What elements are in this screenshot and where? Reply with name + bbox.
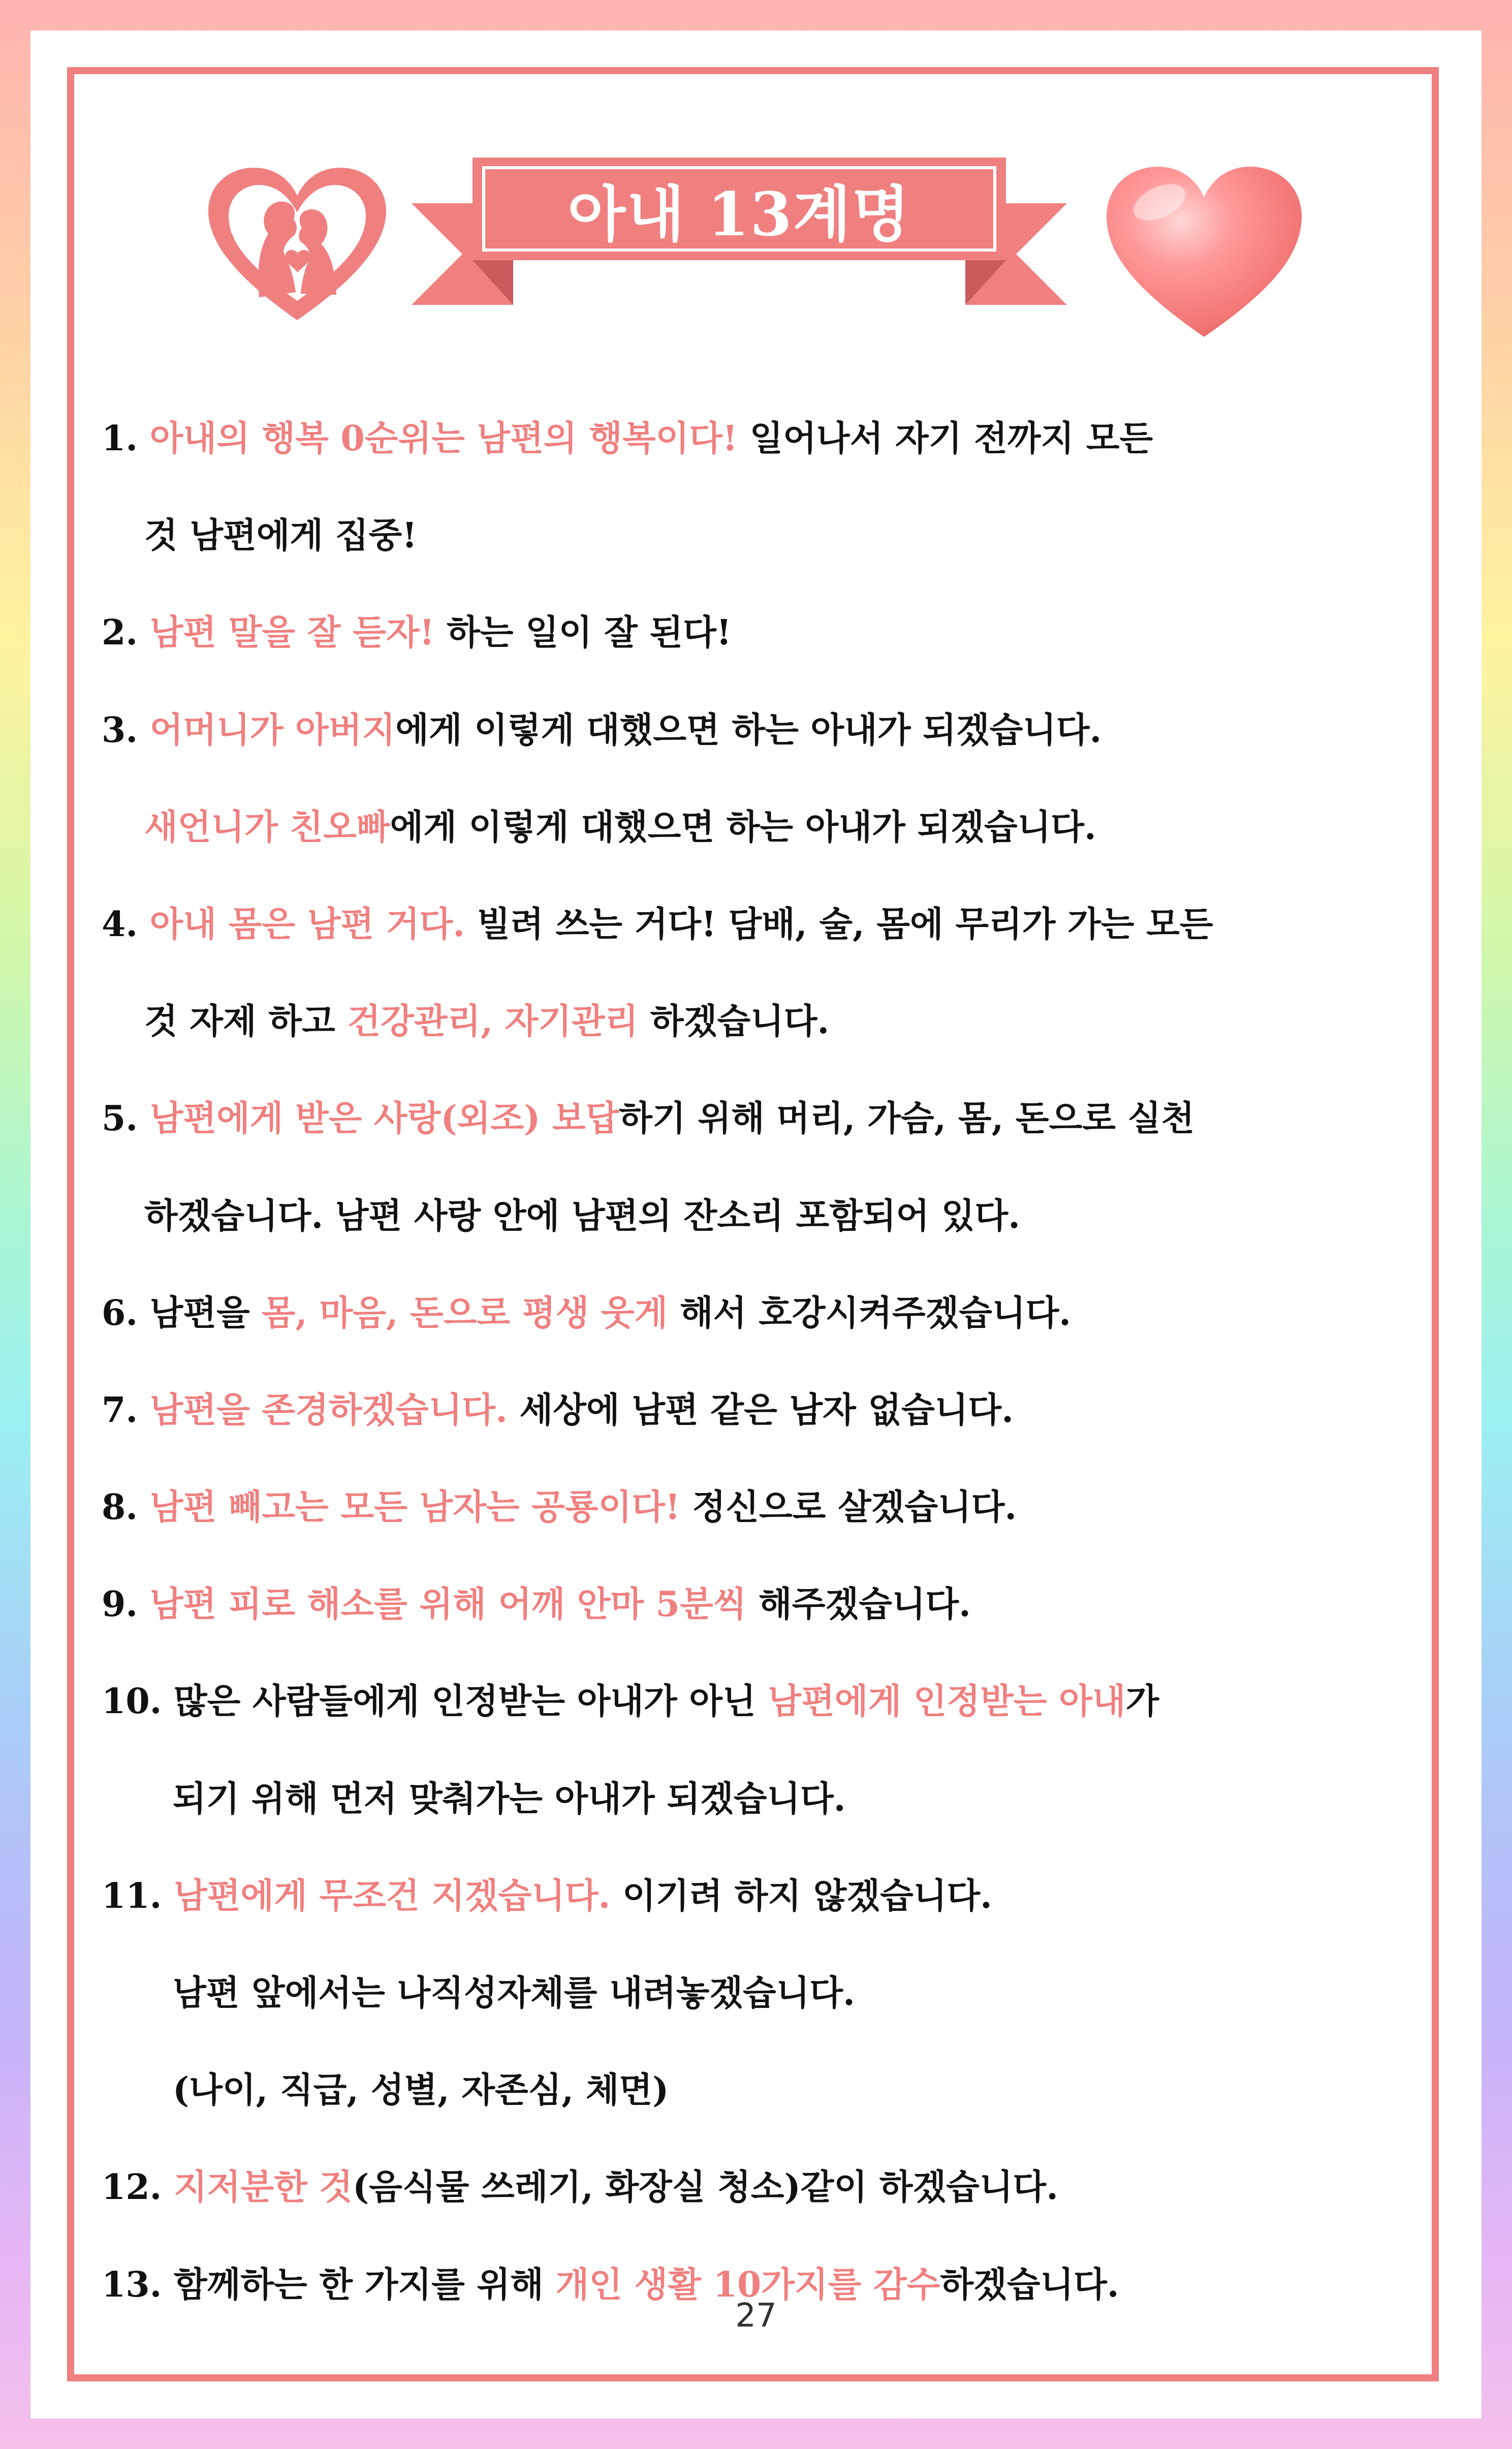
rule-7: 7. 남편을 존경하겠습니다. 세상에 남편 같은 남자 없습니다. bbox=[102, 1389, 1014, 1431]
3d-heart-icon bbox=[1102, 162, 1306, 345]
rule-4: 4. 아내 몸은 남편 거다. 빌려 쓰는 거다! 담배, 술, 몸에 무리가 가는 모든 bbox=[102, 904, 1213, 945]
rule-5-line2: 하겠습니다. 남편 사랑 안에 남편의 잔소리 포함되어 있다. bbox=[144, 1195, 1020, 1236]
rule-11-line2: 남편 앞에서는 나직성자체를 내려놓겠습니다. bbox=[173, 1973, 855, 2013]
rule-10-line2: 되기 위해 먼저 맞춰가는 아내가 되겠습니다. bbox=[173, 1778, 846, 1819]
rule-8-highlight: 남편 빼고는 모든 남자는 공룡이다! bbox=[149, 1487, 680, 1528]
rule-1-line2: 것 남편에게 집중! bbox=[144, 515, 418, 556]
rule-3: 3. 어머니가 아버지에게 이렇게 대했으면 하는 아내가 되겠습니다. bbox=[102, 709, 1102, 751]
rule-9-text: 해주겠습니다. bbox=[746, 1584, 971, 1625]
rule-6: 6. 남편을 몸, 마음, 돈으로 평생 웃게 해서 호강시켜주겠습니다. bbox=[102, 1292, 1071, 1334]
rule-8-text: 정신으로 살겠습니다. bbox=[680, 1487, 1017, 1528]
rule-3-text: 에게 이렇게 대했으면 하는 아내가 되겠습니다. bbox=[395, 709, 1102, 751]
rule-1-highlight: 아내의 행복 0순위는 남편의 행복이다! bbox=[149, 418, 738, 459]
rule-3-highlight: 어머니가 아버지 bbox=[149, 709, 396, 751]
rules-list bbox=[102, 390, 1423, 2334]
page-title: 아내 13계명 bbox=[568, 179, 911, 250]
rule-11-line3: (나이, 직급, 성별, 자존심, 체면) bbox=[173, 2070, 669, 2111]
rule-10-text: 가 bbox=[1125, 1681, 1159, 1722]
rule-6-text: 해서 호강시켜주겠습니다. bbox=[668, 1292, 1071, 1334]
rule-10: 10. 많은 사람들에게 인정받는 아내가 아닌 남편에게 인정받는 아내가 bbox=[102, 1681, 1159, 1722]
rule-2-text: 하는 일이 잘 된다! bbox=[434, 612, 732, 654]
rule-4-highlight: 아내 몸은 남편 거다. bbox=[149, 904, 465, 945]
rule-6-highlight: 몸, 마음, 돈으로 평생 웃게 bbox=[262, 1292, 668, 1334]
rule-4-line2: 것 자제 하고 건강관리, 자기관리 하겠습니다. bbox=[144, 1001, 830, 1042]
rule-7-highlight: 남편을 존경하겠습니다. bbox=[149, 1389, 508, 1431]
rule-9: 9. 남편 피로 해소를 위해 어깨 안마 5분씩 해주겠습니다. bbox=[102, 1584, 971, 1625]
rule-1-text: 일어나서 자기 전까지 모든 bbox=[737, 418, 1153, 459]
rule-3-line2: 새언니가 친오빠에게 이렇게 대했으면 하는 아내가 되겠습니다. bbox=[144, 807, 1096, 848]
rule-1: 1. 아내의 행복 0순위는 남편의 행복이다! 일어나서 자기 전까지 모든 bbox=[102, 418, 1153, 459]
rule-9-highlight: 남편 피로 해소를 위해 어깨 안마 5분씩 bbox=[149, 1584, 747, 1625]
rule-12-highlight: 지저분한 것 bbox=[174, 2167, 353, 2208]
rule-13: 13. 함께하는 한 가지를 위해 개인 생활 10가지를 감수하겠습니다. bbox=[102, 2264, 1119, 2305]
rule-5-highlight: 남편에게 받은 사랑(외조) 보답 bbox=[149, 1098, 619, 1139]
rule-11-highlight: 남편에게 무조건 지겠습니다. bbox=[174, 1875, 611, 1916]
rule-5: 5. 남편에게 받은 사랑(외조) 보답하기 위해 머리, 가슴, 몸, 돈으로 실천 bbox=[102, 1098, 1195, 1139]
page-number: 27 bbox=[735, 2297, 777, 2335]
rule-11: 11. 남편에게 무조건 지겠습니다. 이기려 하지 않겠습니다. bbox=[102, 1875, 992, 1916]
rule-10-highlight: 남편에게 인정받는 아내 bbox=[768, 1681, 1126, 1722]
rule-13-highlight: 개인 생활 10가지를 감수 bbox=[555, 2264, 940, 2305]
rule-2-highlight: 남편 말을 잘 듣자! bbox=[149, 612, 435, 654]
couple-heart-icon bbox=[208, 168, 386, 325]
rule-7-text: 세상에 남편 같은 남자 없습니다. bbox=[507, 1389, 1014, 1431]
rule-2: 2. 남편 말을 잘 듣자! 하는 일이 잘 된다! bbox=[102, 612, 732, 654]
rule-5-text: 하기 위해 머리, 가슴, 몸, 돈으로 실천 bbox=[619, 1098, 1195, 1139]
rule-12: 12. 지저분한 것(음식물 쓰레기, 화장실 청소)같이 하겠습니다. bbox=[102, 2167, 1058, 2208]
rule-4-text: 빌려 쓰는 거다! 담배, 술, 몸에 무리가 가는 모든 bbox=[464, 904, 1213, 945]
rule-13-text: 하겠습니다. bbox=[940, 2264, 1119, 2305]
rule-12-text: (음식물 쓰레기, 화장실 청소)같이 하겠습니다. bbox=[353, 2167, 1058, 2208]
rule-8: 8. 남편 빼고는 모든 남자는 공룡이다! 정신으로 살겠습니다. bbox=[102, 1487, 1017, 1528]
rule-11-text: 이기려 하지 않겠습니다. bbox=[610, 1875, 992, 1916]
